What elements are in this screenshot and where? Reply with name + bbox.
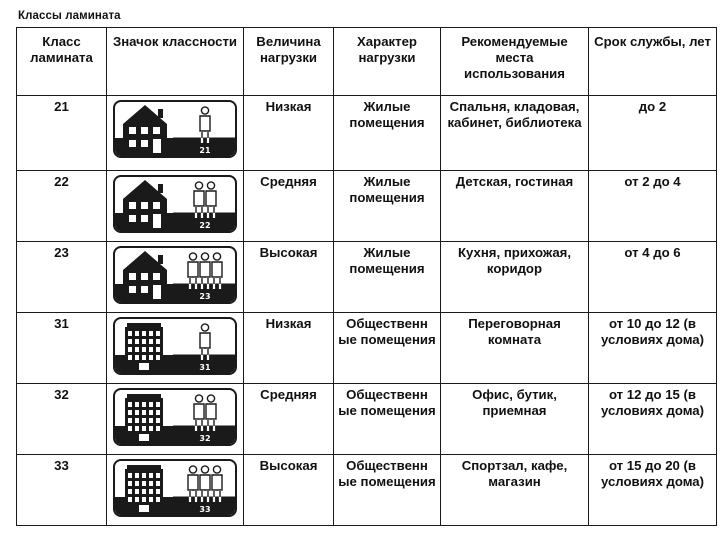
- class-cell: 33: [17, 455, 107, 526]
- service-life-cell: до 2: [589, 96, 717, 171]
- icon-class-number: 23: [199, 292, 211, 301]
- icon-cell: [107, 455, 244, 526]
- office-two-persons-icon: [113, 388, 237, 446]
- header-load-type: Характер нагрузки: [334, 28, 441, 96]
- office-one-person-icon: [113, 317, 237, 375]
- load-type-cell: Жилые помещения: [334, 171, 441, 242]
- class-cell: 32: [17, 384, 107, 455]
- table-row: [17, 455, 717, 526]
- icon-cell: [107, 171, 244, 242]
- load-cell: Средняя: [244, 384, 334, 455]
- service-life-cell: от 4 до 6: [589, 242, 717, 313]
- load-type-cell: Жилые помещения: [334, 242, 441, 313]
- load-type-cell: Общественн ые помещения: [334, 313, 441, 384]
- house-three-persons-icon: [113, 246, 237, 304]
- class-cell: 23: [17, 242, 107, 313]
- header-class: Класс ламината: [17, 28, 107, 96]
- load-cell: Низкая: [244, 313, 334, 384]
- load-cell: Низкая: [244, 96, 334, 171]
- load-cell: Высокая: [244, 242, 334, 313]
- table-row: [17, 171, 717, 242]
- load-type-cell: Общественн ые помещения: [334, 384, 441, 455]
- table-caption: Классы ламината: [18, 10, 121, 22]
- office-three-persons-icon: [113, 459, 237, 517]
- icon-class-number: 32: [199, 434, 211, 443]
- header-places: Рекомендуемые места использования: [441, 28, 589, 96]
- places-cell: Спальня, кладовая, кабинет, библиотека: [441, 96, 589, 171]
- service-life-cell: от 15 до 20 (в условиях дома): [589, 455, 717, 526]
- icon-cell: [107, 313, 244, 384]
- icon-class-number: 31: [199, 363, 211, 372]
- service-life-cell: от 2 до 4: [589, 171, 717, 242]
- load-cell: Средняя: [244, 171, 334, 242]
- load-type-cell: Жилые помещения: [334, 96, 441, 171]
- icon-class-number: 21: [199, 146, 211, 155]
- places-cell: Детская, гостиная: [441, 171, 589, 242]
- places-cell: Переговорная комната: [441, 313, 589, 384]
- places-cell: Спортзал, кафе, магазин: [441, 455, 589, 526]
- service-life-cell: от 10 до 12 (в условиях дома): [589, 313, 717, 384]
- table-row: [17, 384, 717, 455]
- load-cell: Высокая: [244, 455, 334, 526]
- icon-cell: [107, 384, 244, 455]
- class-cell: 22: [17, 171, 107, 242]
- header-load: Величина нагрузки: [244, 28, 334, 96]
- places-cell: Офис, бутик, приемная: [441, 384, 589, 455]
- icon-class-number: 33: [199, 505, 211, 514]
- service-life-cell: от 12 до 15 (в условиях дома): [589, 384, 717, 455]
- class-cell: 31: [17, 313, 107, 384]
- table-row: [17, 313, 717, 384]
- load-type-cell: Общественн ые помещения: [334, 455, 441, 526]
- header-row: [17, 28, 717, 96]
- table-row: [17, 242, 717, 313]
- laminate-classes-table: [16, 27, 717, 526]
- header-service-life: Срок службы, лет: [589, 28, 717, 96]
- house-two-persons-icon: [113, 175, 237, 233]
- header-icon: Значок классности: [107, 28, 244, 96]
- house-one-person-icon: [113, 100, 237, 158]
- table-row: [17, 96, 717, 171]
- icon-cell: [107, 96, 244, 171]
- icon-class-number: 22: [199, 221, 211, 230]
- icon-cell: [107, 242, 244, 313]
- class-cell: 21: [17, 96, 107, 171]
- places-cell: Кухня, прихожая, коридор: [441, 242, 589, 313]
